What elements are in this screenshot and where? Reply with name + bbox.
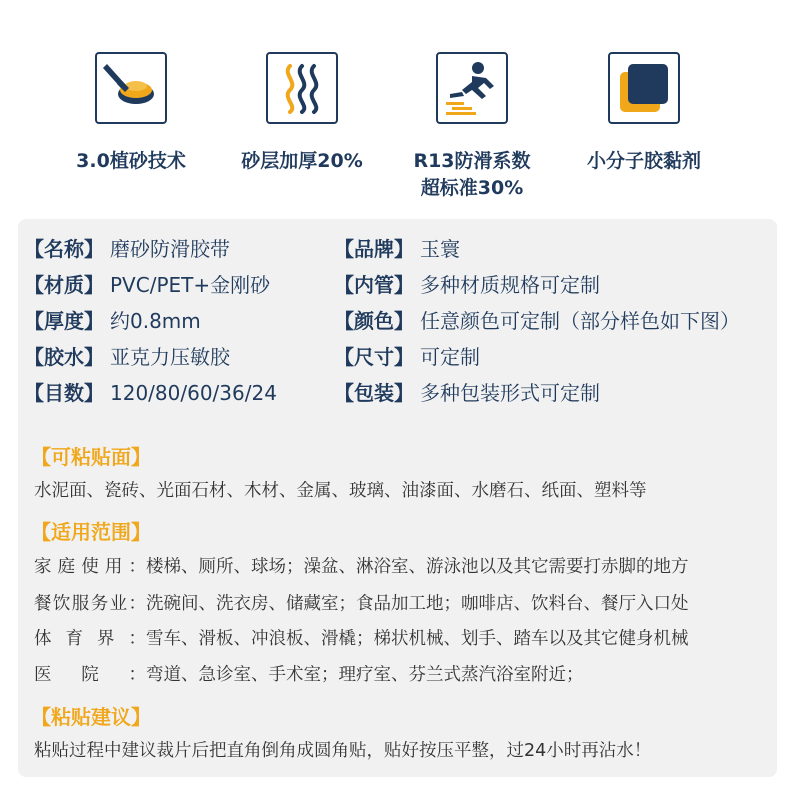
spec-grit	[24, 377, 277, 406]
feature-label	[41, 148, 221, 175]
advice-text: 粘贴过程中建议裁片后把直角倒角成圆角贴，贴好按压平整，过24小时再沾水！	[34, 741, 652, 761]
feature-label-line: 小分子胶黏剂	[586, 150, 701, 172]
feature-label-line: R13防滑系数	[413, 150, 531, 172]
feature-label	[212, 148, 392, 175]
spec-value: 约0.8mm	[110, 309, 201, 333]
brush-sand-icon	[95, 52, 167, 124]
feature-adhesive	[554, 52, 734, 175]
scope-value: 洗碗间、洗衣房、储藏室；食品加工地；咖啡店、饮料台、餐厅入口处	[146, 594, 689, 614]
spec-value: 120/80/60/36/24	[110, 381, 277, 405]
scope-row-catering	[34, 590, 689, 615]
scope-value: 雪车、滑板、冲浪板、滑橇；梯状机械、划手、踏车以及其它健身机械	[146, 629, 689, 649]
spec-panel	[18, 219, 777, 777]
spec-key: 【包装】	[334, 381, 414, 405]
surfaces-text: 水泥面、瓷砖、光面石材、木材、金属、玻璃、油漆面、水磨石、纸面、塑料等	[34, 481, 647, 501]
scope-key: 医院：	[34, 665, 146, 685]
spec-glue	[24, 341, 230, 370]
spec-material	[24, 269, 270, 298]
spec-value: 磨砂防滑胶带	[110, 237, 230, 261]
spec-size	[334, 341, 480, 370]
feature-label-line: 砂层加厚20%	[241, 150, 363, 172]
spec-key: 【厚度】	[24, 309, 104, 333]
scope-value: 弯道、急诊室、手术室；理疗室、芬兰式蒸汽浴室附近；	[146, 665, 584, 685]
spec-key: 【尺寸】	[334, 345, 414, 369]
feature-strip	[0, 0, 790, 215]
spec-thickness	[24, 305, 201, 334]
feature-label	[554, 148, 734, 175]
spec-key: 【胶水】	[24, 345, 104, 369]
spec-color	[334, 305, 740, 334]
scope-row-sports	[34, 625, 689, 650]
surfaces-title: 【可粘贴面】	[31, 445, 151, 469]
spec-key: 【品牌】	[334, 237, 414, 261]
spec-value: 多种材质规格可定制	[420, 273, 600, 297]
spec-value: 玉寰	[420, 237, 460, 261]
spec-brand	[334, 233, 460, 262]
feature-r13-slip	[382, 52, 562, 202]
wave-lines-icon	[266, 52, 338, 124]
spec-value: 任意颜色可定制（部分样色如下图）	[420, 309, 740, 333]
scope-key: 家庭使用：	[34, 557, 146, 577]
spec-key: 【颜色】	[334, 309, 414, 333]
feature-label-line: 3.0植砂技术	[76, 150, 186, 172]
spec-key: 【名称】	[24, 237, 104, 261]
spec-value: PVC/PET+金刚砂	[110, 273, 271, 297]
feature-label-line: 超标准30%	[420, 177, 524, 199]
spec-key: 【材质】	[24, 273, 104, 297]
spec-value: 可定制	[420, 345, 480, 369]
scope-row-home	[34, 553, 689, 578]
spec-core	[334, 269, 600, 298]
scope-value: 楼梯、厕所、球场；澡盆、淋浴室、游泳池以及其它需要打赤脚的地方	[146, 557, 689, 577]
feature-label	[382, 148, 562, 202]
feature-sand-technology	[41, 52, 221, 175]
spec-name	[24, 233, 230, 262]
feature-sand-thickness	[212, 52, 392, 175]
slip-person-icon	[436, 52, 508, 124]
scope-key: 体育界：	[34, 629, 146, 649]
spec-key: 【内管】	[334, 273, 414, 297]
spec-packaging	[334, 377, 600, 406]
spec-value: 亚克力压敏胶	[110, 345, 230, 369]
scope-key: 餐饮服务业：	[34, 594, 146, 614]
scope-row-hospital	[34, 661, 584, 686]
spec-value: 多种包装形式可定制	[420, 381, 600, 405]
spec-key: 【目数】	[24, 381, 104, 405]
advice-title: 【粘贴建议】	[31, 705, 151, 729]
layers-icon	[608, 52, 680, 124]
scope-title: 【适用范围】	[31, 520, 151, 544]
